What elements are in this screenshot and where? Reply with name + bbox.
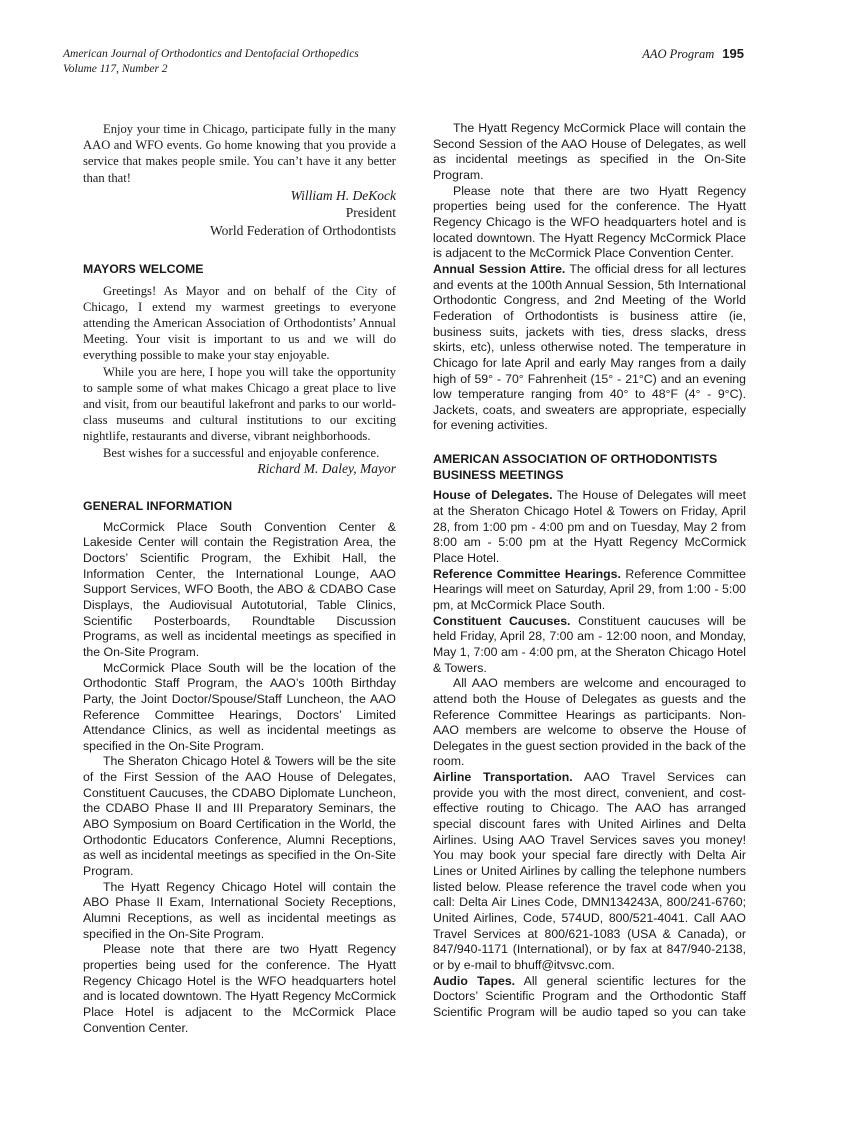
general-info-paragraph: McCormick Place South will be the location of the Orthodontic Staff Program, the AAO’s 100th Birthday Party, the Joint Doctor/Spouse/Staff Luncheon, the AAO Reference Committee Hearings, Doctors’ Limited Attendance Clinics, as well as incidental meetings as specified in the On-Site Program.	[83, 660, 396, 753]
members-paragraph: All AAO members are welcome and encouraged to attend both the House of Delegates as guests and the Reference Committee Hearings as participants. Non-AAO members are welcome to observe the House of Delegates in the guest section provided in the back of the room.	[433, 676, 746, 769]
airline-text: AAO Travel Services can provide you with the most direct, convenient, and cost-effective routing to Chicago. The AAO has arranged special discount fares with United Airlines and Delta Airlines. Using AAO Travel Services saves you money! You may book your special fare directly with Delta Air Lines or United Airlines by calling the telephone numbers listed below. Please reference the travel code when you call: Delta Air Lines Code, DMN134243A, 800/241-6760; United Airlines, Code, 574UD, 800/521-4041. Call AAO Travel Services at 800/621-1083 (USA & Canada), or 847/940-1171 (International), or by fax at 847/940-2138, or by e-mail to bhuff@itvsvc.com.	[433, 770, 747, 972]
attire-label: Annual Session Attire.	[433, 261, 566, 276]
page-number: 195	[722, 46, 744, 61]
attire-text: The official dress for all lectures and events at the 100th Annual Session, 5th International Orthodontic Congress, and 2nd Meeting of the World Federation of Orthodontists is business attire (ie, business suits, jackets with ties, dress slacks, dress skirts, etc), unless otherwise noted. The temperature in Chicago for late April and early May ranges from a daily high of 59° - 70° Fahrenheit (15° - 21°C) and an evening low temperature ranging from 40° to 48°F (4° - 9°C). Jackets, coats, and sweaters are appropriate, especially for evening activities.	[433, 261, 746, 433]
intro-paragraph: Enjoy your time in Chicago, participate fully in the many AAO and WFO events. Go home knowing that you provide a service that makes people smile. You can’t have it any better than that!	[83, 122, 396, 185]
general-info-paragraph: The Sheraton Chicago Hotel & Towers will be the site of the First Session of the AAO House of Delegates, Constituent Caucuses, the CDABO Diplomate Luncheon, the CDABO Phase II and III Preparatory Seminars, the ABO Symposium on Board Certification in the World, the Orthodontic Educators Conference, Alumni Receptions, as well as incidental meetings as specified in the On-Site Program.	[83, 754, 396, 879]
journal-title: American Journal of Orthodontics and Dentofacial Orthopedics	[63, 48, 359, 60]
section-title: AAO Program	[642, 47, 715, 61]
audio-tapes-paragraph	[433, 974, 746, 1021]
attire-paragraph	[433, 262, 746, 434]
mayor-signature: Richard M. Daley, Mayor	[257, 460, 396, 476]
house-of-delegates-paragraph	[433, 488, 746, 566]
journal-volume: Volume 117, Number 2	[63, 63, 168, 75]
house-of-delegates-label: House of Delegates.	[433, 488, 553, 503]
reference-committee-label: Reference Committee Hearings.	[433, 566, 621, 581]
general-info-paragraph: Please note that there are two Hyatt Regency properties being used for the conference. The Hyatt Regency Chicago Hotel is the WFO headquarters hotel and is located downtown. The Hyatt Regency McCormick Place Hotel is adjacent to the McCormick Place Convention Center.	[83, 942, 396, 1035]
audio-tapes-text: All general scientific lectures for the Doctors’ Scientific Program and the Orthodontic Staff Scientific Program will be audio taped so you can take	[433, 973, 746, 1019]
running-header-right	[642, 46, 744, 62]
house-of-delegates-text: The House of Delegates will meet at the Sheraton Chicago Hotel & Towers on Friday, April 28, from 1:00 pm - 4:00 pm and on Tuesday, May 2 from 8:00 am - 5:00 pm at the Hyatt Regency McCormick Place Hotel.	[433, 488, 746, 565]
hyatt-mccormick-paragraph: The Hyatt Regency McCormick Place will contain the Second Session of the AAO House of Delegates, as well as incidental meetings as specified in the On-Site Program.	[433, 121, 746, 182]
constituent-caucuses-label: Constituent Caucuses.	[433, 613, 571, 628]
general-information-heading: GENERAL INFORMATION	[83, 499, 233, 514]
mayors-paragraph: While you are here, I hope you will take the opportunity to sample some of what makes Chicago a great place to live and visit, from our beautiful lakefront and parks to our world-class museums and cultural institutions to our exciting nightlife, restaurants and diverse, vibrant neighborhoods.	[83, 364, 396, 444]
mayors-paragraph: Best wishes for a successful and enjoyable conference.	[103, 445, 380, 460]
audio-tapes-label: Audio Tapes.	[433, 973, 516, 988]
signature-name: William H. DeKock	[290, 187, 396, 203]
business-meetings-heading: AMERICAN ASSOCIATION OF ORTHODONTISTS BUSINESS MEETINGS	[433, 452, 718, 482]
constituent-caucuses-paragraph	[433, 614, 746, 677]
reference-committee-text: Reference Committee Hearings will meet on Saturday, April 29, from 1:00 - 5:00 pm, at McCormick Place South.	[433, 566, 746, 612]
right-column	[433, 121, 746, 1021]
airline-paragraph	[433, 770, 746, 974]
signature-title: President	[345, 205, 396, 221]
signature-organization: World Federation of Orthodontists	[209, 223, 396, 239]
constituent-caucuses-text: Constituent caucuses will be held Friday, April 28, 7:00 am - 12:00 noon, and Monday, May 1, 7:00 am - 4:00 pm, at the Sheraton Chicago Hotel & Towers.	[433, 613, 746, 675]
airline-label: Airline Transportation.	[433, 770, 573, 785]
president-signature	[83, 188, 396, 240]
running-header-left	[63, 47, 359, 77]
general-info-paragraph: The Hyatt Regency Chicago Hotel will contain the ABO Phase II Exam, International Society Receptions, Alumni Receptions, as well as incidental meetings as specified in the On-Site Program.	[83, 879, 396, 941]
mayors-paragraph: Greetings! As Mayor and on behalf of the City of Chicago, I extend my warmest greetings to everyone attending the American Association of Orthodontists’ Annual Meeting. Your visit is important to us and we will do everything possible to make your stay enjoyable.	[83, 283, 396, 363]
hyatt-note-paragraph: Please note that there are two Hyatt Regency properties being used for the conference. The Hyatt Regency Chicago is the WFO headquarters hotel and is located downtown. The Hyatt Regency McCormick Place is adjacent to the McCormick Place Convention Center.	[433, 183, 746, 261]
reference-committee-paragraph	[433, 567, 746, 614]
mayors-welcome-heading: MAYORS WELCOME	[83, 262, 204, 277]
left-column	[83, 121, 396, 1036]
general-info-paragraph: McCormick Place South Convention Center & Lakeside Center will contain the Registration Area, the Doctors’ Scientific Program, the Exhibit Hall, the Information Center, the International Lounge, AAO Support Services, WFO Booth, the ABO & CDABO Case Displays, the Audiovisual Autotutorial, Table Clinics, Scientific Posterboards, Roundtable Discussion Programs, as well as incidental meetings as specified in the On-Site Program.	[83, 519, 396, 659]
